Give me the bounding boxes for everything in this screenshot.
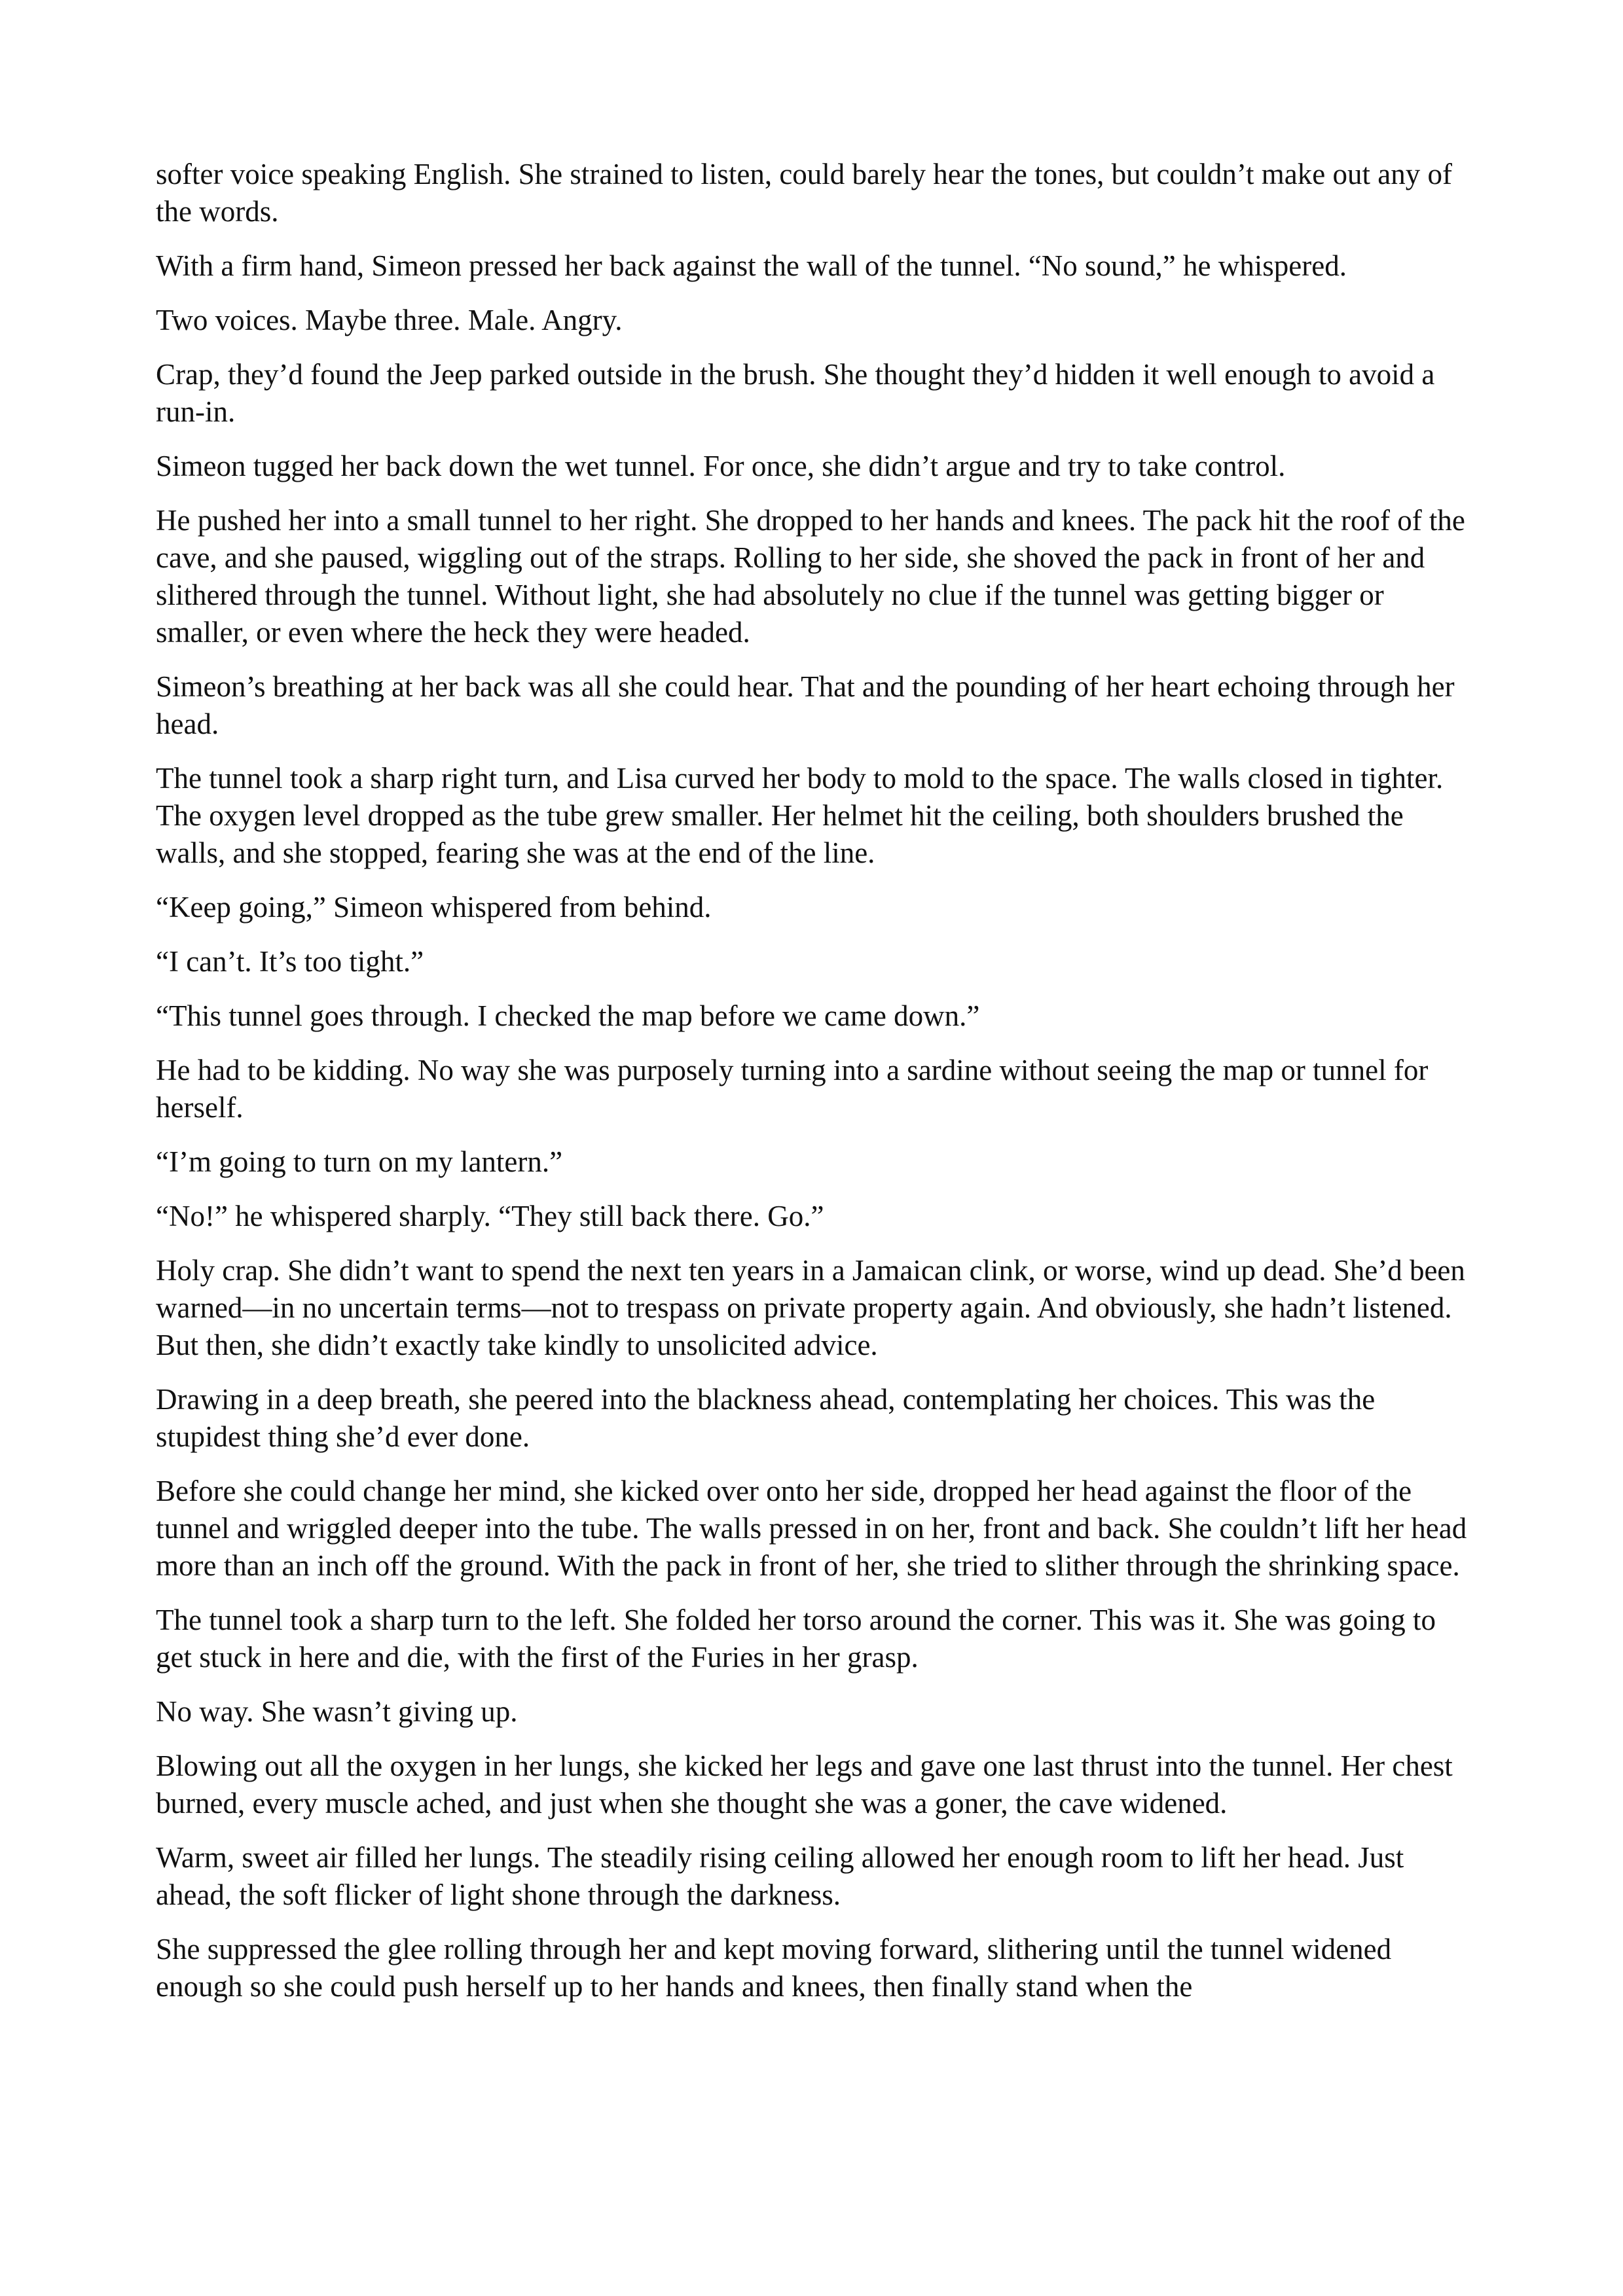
paragraph: Before she could change her mind, she kicked over onto her side, dropped her head against the floor of the tunnel and wriggled deeper into the tube. The walls pressed in on her, front and back. She couldn’t lift her head more than an inch off the ground. With the pack in front of her, she tried to slither through the shrinking space. (156, 1475, 1467, 1582)
paragraph: Drawing in a deep breath, she peered into the blackness ahead, contemplating her choices. This was the stupidest thing she’d ever done. (156, 1383, 1376, 1453)
paragraph: “I’m going to turn on my lantern.” (156, 1145, 563, 1178)
paragraph: Crap, they’d found the Jeep parked outside in the brush. She thought they’d hidden it well enough to avoid a run-in. (156, 358, 1435, 428)
paragraph: Blowing out all the oxygen in her lungs, she kicked her legs and gave one last thrust into the tunnel. Her chest burned, every muscle ached, and just when she thought she was a goner, the cave widened. (156, 1749, 1453, 1820)
paragraph: The tunnel took a sharp turn to the left. She folded her torso around the corner. This was it. She was going to get stuck in here and die, with the first of the Furies in her grasp. (156, 1604, 1436, 1674)
paragraph: Simeon tugged her back down the wet tunnel. For once, she didn’t argue and try to take control. (156, 450, 1286, 482)
paragraph: “I can’t. It’s too tight.” (156, 945, 424, 978)
paragraph: She suppressed the glee rolling through her and kept moving forward, slithering until the tunnel widened enough so she could push herself up to her hands and knees, then finally stand when the (156, 1933, 1392, 2003)
paragraph: “No!” he whispered sharply. “They still back there. Go.” (156, 1200, 824, 1232)
paragraph: He pushed her into a small tunnel to her right. She dropped to her hands and knees. The pack hit the roof of the cave, and she paused, wiggling out of the straps. Rolling to her side, she shoved the pack in front of her and slithered through the tunnel. Without light, she had absolutely no clue if the tunnel was getting bigger or smaller, or even where the heck they were headed. (156, 504, 1465, 649)
paragraph: “Keep going,” Simeon whispered from behind. (156, 891, 712, 924)
paragraph: “This tunnel goes through. I checked the map before we came down.” (156, 999, 980, 1032)
paragraph: The tunnel took a sharp right turn, and Lisa curved her body to mold to the space. The walls closed in tighter. The oxygen level dropped as the tube grew smaller. Her helmet hit the ceiling, both shoulders brushed the walls, and she stopped, fearing she was at the end of the line. (156, 762, 1444, 869)
body-text (156, 156, 1472, 2022)
paragraph: With a firm hand, Simeon pressed her back against the wall of the tunnel. “No sound,” he whispered. (156, 249, 1347, 282)
paragraph: Simeon’s breathing at her back was all she could hear. That and the pounding of her heart echoing through her head. (156, 670, 1455, 740)
paragraph: No way. She wasn’t giving up. (156, 1695, 518, 1728)
paragraph: He had to be kidding. No way she was purposely turning into a sardine without seeing the map or tunnel for herself. (156, 1054, 1429, 1124)
paragraph: softer voice speaking English. She strained to listen, could barely hear the tones, but couldn’t make out any of the words. (156, 158, 1452, 228)
paragraph: Two voices. Maybe three. Male. Angry. (156, 304, 623, 336)
paragraph: Warm, sweet air filled her lungs. The steadily rising ceiling allowed her enough room to lift her head. Just ahead, the soft flicker of light shone through the darkness. (156, 1841, 1404, 1911)
paragraph: Holy crap. She didn’t want to spend the next ten years in a Jamaican clink, or worse, wind up dead. She’d been warned—in no uncertain terms—not to trespass on private property again. And obviously, she hadn’t listened. But then, she didn’t exactly take kindly to unsolicited advice. (156, 1254, 1465, 1361)
